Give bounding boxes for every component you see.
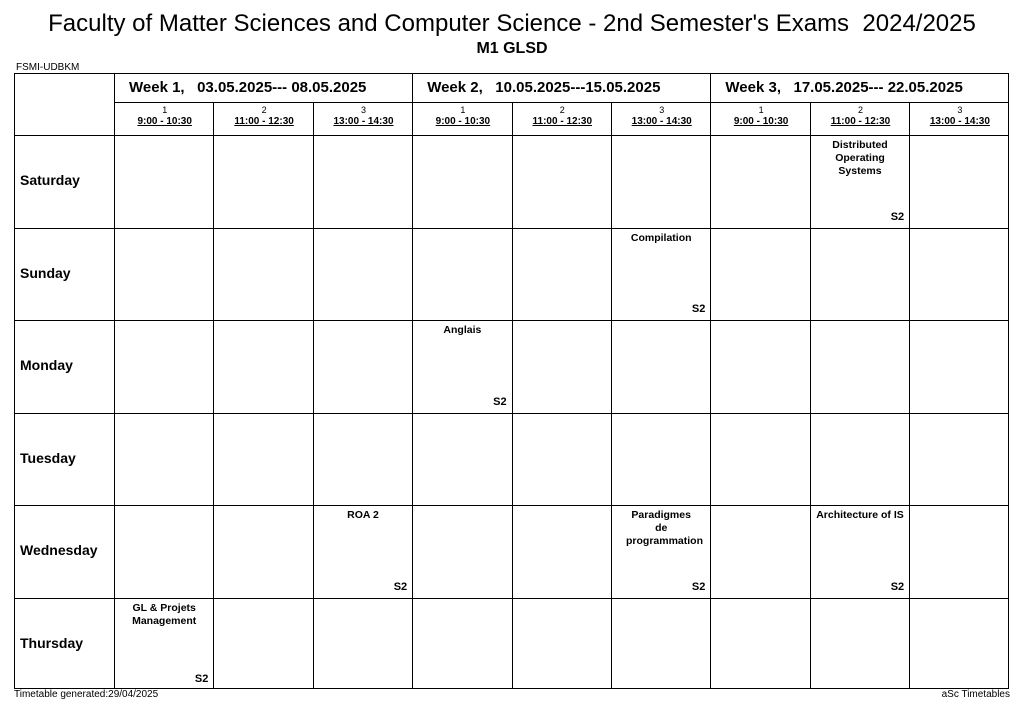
slot-time: 13:00 - 14:30 <box>929 116 990 127</box>
slot-time: 9:00 - 10:30 <box>137 116 192 127</box>
exam-timetable-grid <box>14 73 1009 689</box>
exam-room: S2 <box>691 580 706 593</box>
slot-header <box>811 105 910 127</box>
exam-room: S2 <box>194 673 209 685</box>
slot-number: 2 <box>559 105 565 115</box>
slot-divider <box>512 102 513 688</box>
exam-room: S2 <box>493 395 507 408</box>
day-label: Sunday <box>20 264 71 281</box>
exam-subject: Paradigmes de programmation <box>626 509 704 547</box>
slot-time: 11:00 - 12:30 <box>830 116 891 127</box>
exam-subject: GL & Projets Management <box>132 601 197 627</box>
exam-room: S2 <box>890 210 905 223</box>
day-label: Thursday <box>20 634 84 651</box>
exam-cell[interactable] <box>612 505 710 597</box>
day-label: Monday <box>20 357 73 374</box>
slot-time: 11:00 - 12:30 <box>234 116 294 127</box>
week-label: Week 3, 17.05.2025--- 22.05.2025 <box>725 79 963 96</box>
slot-number: 3 <box>957 105 963 115</box>
slot-time: 13:00 - 14:30 <box>333 116 394 127</box>
slot-number: 2 <box>857 105 863 115</box>
slot-header <box>413 105 512 127</box>
column-divider <box>114 74 115 688</box>
slot-divider <box>611 102 612 688</box>
slot-header <box>314 105 413 127</box>
exam-room: S2 <box>890 580 905 593</box>
row-divider <box>15 228 1008 229</box>
slot-divider <box>909 102 910 688</box>
exam-cell[interactable] <box>314 505 412 597</box>
exam-cell[interactable] <box>811 135 909 227</box>
slot-time: 13:00 - 14:30 <box>631 116 692 127</box>
page-title: Faculty of Matter Sciences and Computer Science - 2nd Semester's Exams 2024/2025 <box>48 10 976 37</box>
software-credit: aSc Timetables <box>941 689 1010 700</box>
exam-subject: Compilation <box>630 231 692 244</box>
week-label: Week 2, 10.05.2025---15.05.2025 <box>427 79 661 96</box>
exam-cell[interactable] <box>115 598 213 690</box>
slot-header <box>711 105 810 127</box>
slot-time: 9:00 - 10:30 <box>435 116 491 127</box>
exam-subject: Anglais <box>443 324 482 336</box>
slot-header <box>214 105 313 127</box>
slot-number: 3 <box>360 105 366 115</box>
exam-room: S2 <box>393 580 408 593</box>
generated-date: Timetable generated:29/04/2025 <box>14 689 159 700</box>
exam-cell[interactable] <box>413 320 511 412</box>
week-label: Week 1, 03.05.2025--- 08.05.2025 <box>129 79 367 96</box>
week-header-divider <box>115 102 1008 103</box>
exam-subject: ROA 2 <box>347 509 379 521</box>
slot-header <box>115 105 214 127</box>
exam-room: S2 <box>691 303 706 315</box>
slot-number: 1 <box>460 105 466 115</box>
slot-divider <box>313 102 314 688</box>
exam-cell[interactable] <box>811 505 909 597</box>
exam-subject: Distributed Operating Systems <box>832 139 888 177</box>
slot-number: 1 <box>162 105 168 115</box>
slot-number: 2 <box>261 105 267 115</box>
row-divider <box>15 413 1008 414</box>
slot-number: 1 <box>758 105 764 115</box>
slot-header <box>513 105 612 127</box>
day-label: Tuesday <box>20 449 76 466</box>
week-divider <box>710 74 711 688</box>
school-code: FSMI-UDBKM <box>16 62 80 73</box>
day-label: Wednesday <box>20 542 98 559</box>
slot-header <box>612 105 711 127</box>
slot-header <box>910 105 1009 127</box>
exam-subject: Architecture of IS <box>816 509 904 521</box>
day-label: Saturday <box>20 172 80 189</box>
slot-number: 3 <box>659 105 665 115</box>
class-name: M1 GLSD <box>476 40 548 57</box>
exam-cell[interactable] <box>612 228 710 320</box>
slot-time: 9:00 - 10:30 <box>733 116 789 127</box>
slot-divider <box>213 102 214 688</box>
slot-time: 11:00 - 12:30 <box>532 116 593 127</box>
